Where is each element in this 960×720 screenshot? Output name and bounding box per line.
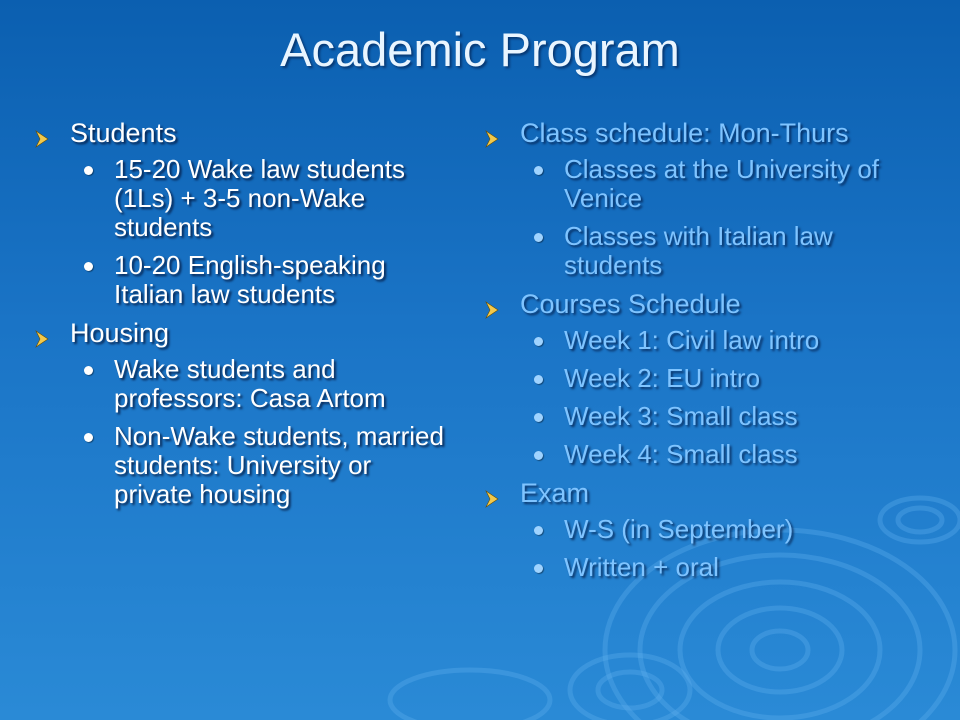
sub-bullet-item [482,402,932,431]
sub-bullet-item [482,222,932,280]
sub-bullet-item [482,440,932,469]
dot-bullet-icon [534,526,543,535]
sub-bullet-item [482,326,932,355]
arrow-bullet-icon [34,324,50,342]
sub-bullet-text: 10-20 English-speaking Italian law students [114,250,386,309]
sub-bullet-item [32,355,452,413]
dot-bullet-icon [534,413,543,422]
sub-bullet-text: Classes at the University of Venice [564,154,880,213]
sub-bullet-text: Week 4: Small class [564,439,798,469]
bullet-heading-exam [482,478,932,508]
dot-bullet-icon [84,433,93,442]
dot-bullet-icon [534,337,543,346]
right-column [482,118,932,591]
sub-bullet-item [482,515,932,544]
bullet-heading-class-schedule-mon-thurs [482,118,932,148]
sub-bullet-text: Week 1: Civil law intro [564,325,820,355]
bullet-heading-courses-schedule [482,289,932,319]
sub-bullet-item [32,155,452,242]
bullet-heading-students [32,118,452,148]
dot-bullet-icon [534,564,543,573]
sub-bullet-text: Week 2: EU intro [564,363,761,393]
sub-bullet-item [482,364,932,393]
dot-bullet-icon [534,451,543,460]
sub-bullet-text: W-S (in September) [564,514,794,544]
sub-bullet-text: Written + oral [564,552,719,582]
bullet-heading-text: Exam [520,478,590,508]
bullet-heading-text: Courses Schedule [520,289,741,319]
left-column [32,118,452,518]
dot-bullet-icon [84,366,93,375]
sub-bullet-item [32,422,452,509]
sub-bullet-text: Week 3: Small class [564,401,798,431]
sub-bullet-text: Wake students and professors: Casa Artom [114,354,386,413]
dot-bullet-icon [534,166,543,175]
arrow-bullet-icon [34,124,50,142]
bullet-heading-housing [32,318,452,348]
dot-bullet-icon [84,262,93,271]
bullet-heading-text: Housing [70,318,170,348]
slide-title: Academic Program [280,23,680,76]
arrow-bullet-icon [484,295,500,313]
arrow-bullet-icon [484,484,500,502]
bullet-heading-text: Students [70,118,177,148]
dot-bullet-icon [84,166,93,175]
dot-bullet-icon [534,375,543,384]
sub-bullet-item [482,553,932,582]
sub-bullet-item [482,155,932,213]
dot-bullet-icon [534,233,543,242]
arrow-bullet-icon [484,124,500,142]
bullet-heading-text: Class schedule: Mon-Thurs [520,118,849,148]
sub-bullet-item [32,251,452,309]
sub-bullet-text: Non-Wake students, married students: University or private housing [114,421,444,509]
sub-bullet-text: 15-20 Wake law students (1Ls) + 3-5 non-Wake students [114,154,405,242]
sub-bullet-text: Classes with Italian law students [564,221,833,280]
